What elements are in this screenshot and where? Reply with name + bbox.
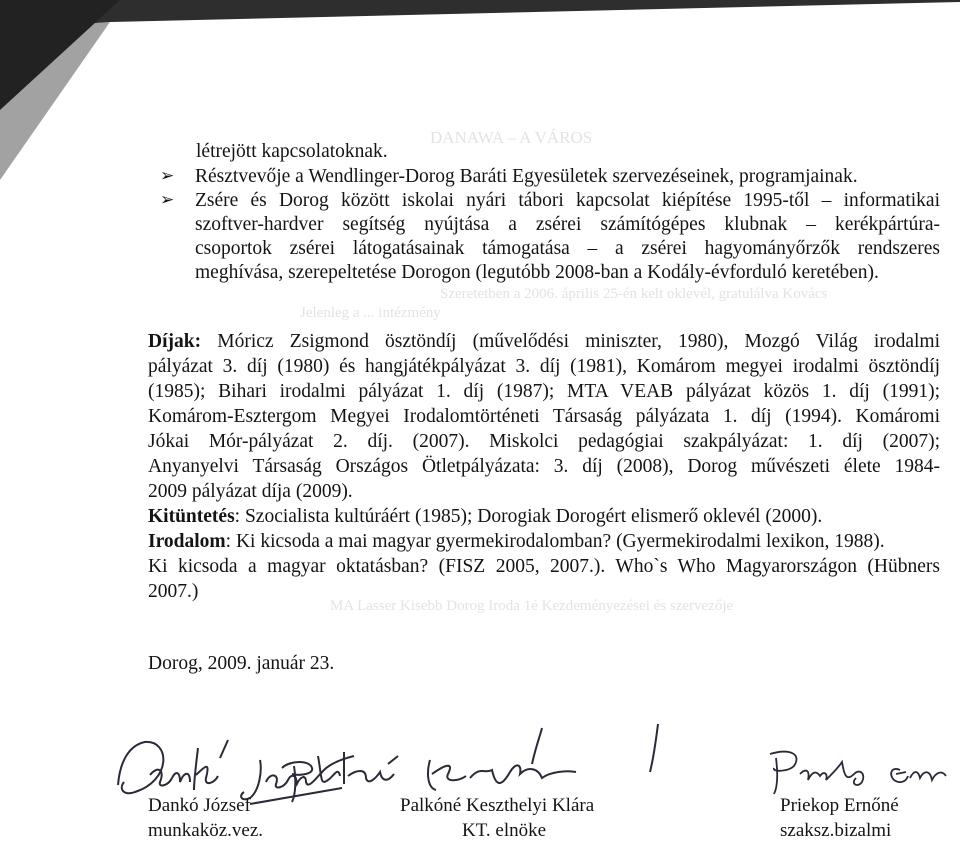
continued-line: létrejött kapcsolatoknak. (196, 141, 388, 162)
literature-line (148, 531, 940, 555)
literature-text: : Ki kicsoda a mai magyar gyermekirodalomban? (Gyermekirodalmi lexikon, 1988). (225, 531, 885, 552)
honors-line (148, 506, 940, 530)
awards-line: (1985); Bihari irodalmi pályázat 1. díj (1987); MTA VEAB pályázat közös 1. díj (1991); (148, 381, 940, 402)
awards-line (148, 331, 940, 355)
bullet-line: csoportok zsérei látogatásainak támogatása – a zsérei hagyományőrzők rendszeres (195, 238, 940, 259)
literature-line: Ki kicsoda a magyar oktatásban? (FISZ 2005, 2007.). Who`s Who Magyarországon (Hübners (148, 556, 940, 577)
arrow-bullet-icon: ➢ (160, 190, 175, 209)
awards-line: Anyanyelvi Társaság Országos Ötletpályázata: 3. díj (2008), Dorog művészeti élete 1984- (148, 456, 940, 477)
signature-palkone (270, 716, 690, 806)
awards-line: pályázat 3. díj (1980) és hangjátékpályázat 3. díj (1981), Komárom megyei irodalmi ösztöndíj (148, 356, 940, 377)
awards-text: Móricz Zsigmond ösztöndíj (művelődési miniszter, 1980), Mozgó Világ irodalmi (201, 331, 940, 352)
awards-line: Komárom-Esztergom Megyei Irodalomtörténeti Társaság pályázata 1. díj (1994). Komáromi (148, 406, 940, 427)
signatory-name: Priekop Ernőné (780, 795, 899, 816)
bullet-item (160, 190, 940, 290)
signature-priekop (750, 740, 950, 800)
bullet-line: szoftver-hardver segítség nyújtása a zsérei számítógépes klubnak – kerékpártúra- (195, 214, 940, 235)
awards-line: 2009 pályázat díja (2009). (148, 481, 353, 502)
bullet-line: Zsére és Dorog között iskolai nyári tábori kapcsolat kiépítése 1995-től – informatikai (195, 190, 940, 211)
bleed-through-text: Jelenleg a ... intézmény (300, 305, 441, 321)
literature-line: 2007.) (148, 581, 199, 602)
awards-line: Jókai Mór-pályázat 2. díj. (2007). Miskolci pedagógiai szakpályázat: 1. díj (2007); (148, 431, 940, 452)
bleed-through-text: Szeretetben a 2006. április 25-én kelt oklevél, gratulálva Kovács (440, 286, 828, 302)
signatory-name: Dankó József (148, 795, 251, 816)
bullet-item (160, 166, 940, 190)
bullet-line: Résztvevője a Wendlinger-Dorog Baráti Egyesületek szervezéseinek, programjainak. (195, 166, 858, 187)
place-date: Dorog, 2009. január 23. (148, 653, 335, 674)
awards-label: Díjak: (148, 331, 202, 352)
literature-label: Irodalom (148, 531, 226, 552)
signatory-role: szaksz.bizalmi (780, 820, 892, 841)
honors-label: Kitüntetés (148, 506, 235, 527)
bleed-through-text: MA Lasser Kisebb Dorog Iroda 1é Kezdeményezései és szervezője (330, 598, 734, 614)
bullet-line: meghívása, szerepeltetése Dorogon (legutóbb 2008-ban a Kodály-évforduló keretében). (195, 262, 879, 283)
honors-text: : Szocialista kultúráért (1985); Dorogiak Dorogért elismerő oklevél (2000). (234, 506, 823, 527)
bleed-through-text: DANAWA – A VÁROS (430, 128, 593, 147)
signatory-role: munkaköz.vez. (148, 820, 264, 841)
signatory-role: KT. elnöke (462, 820, 547, 841)
signatory-name: Palkóné Keszthelyi Klára (400, 795, 595, 816)
arrow-bullet-icon: ➢ (160, 166, 175, 185)
